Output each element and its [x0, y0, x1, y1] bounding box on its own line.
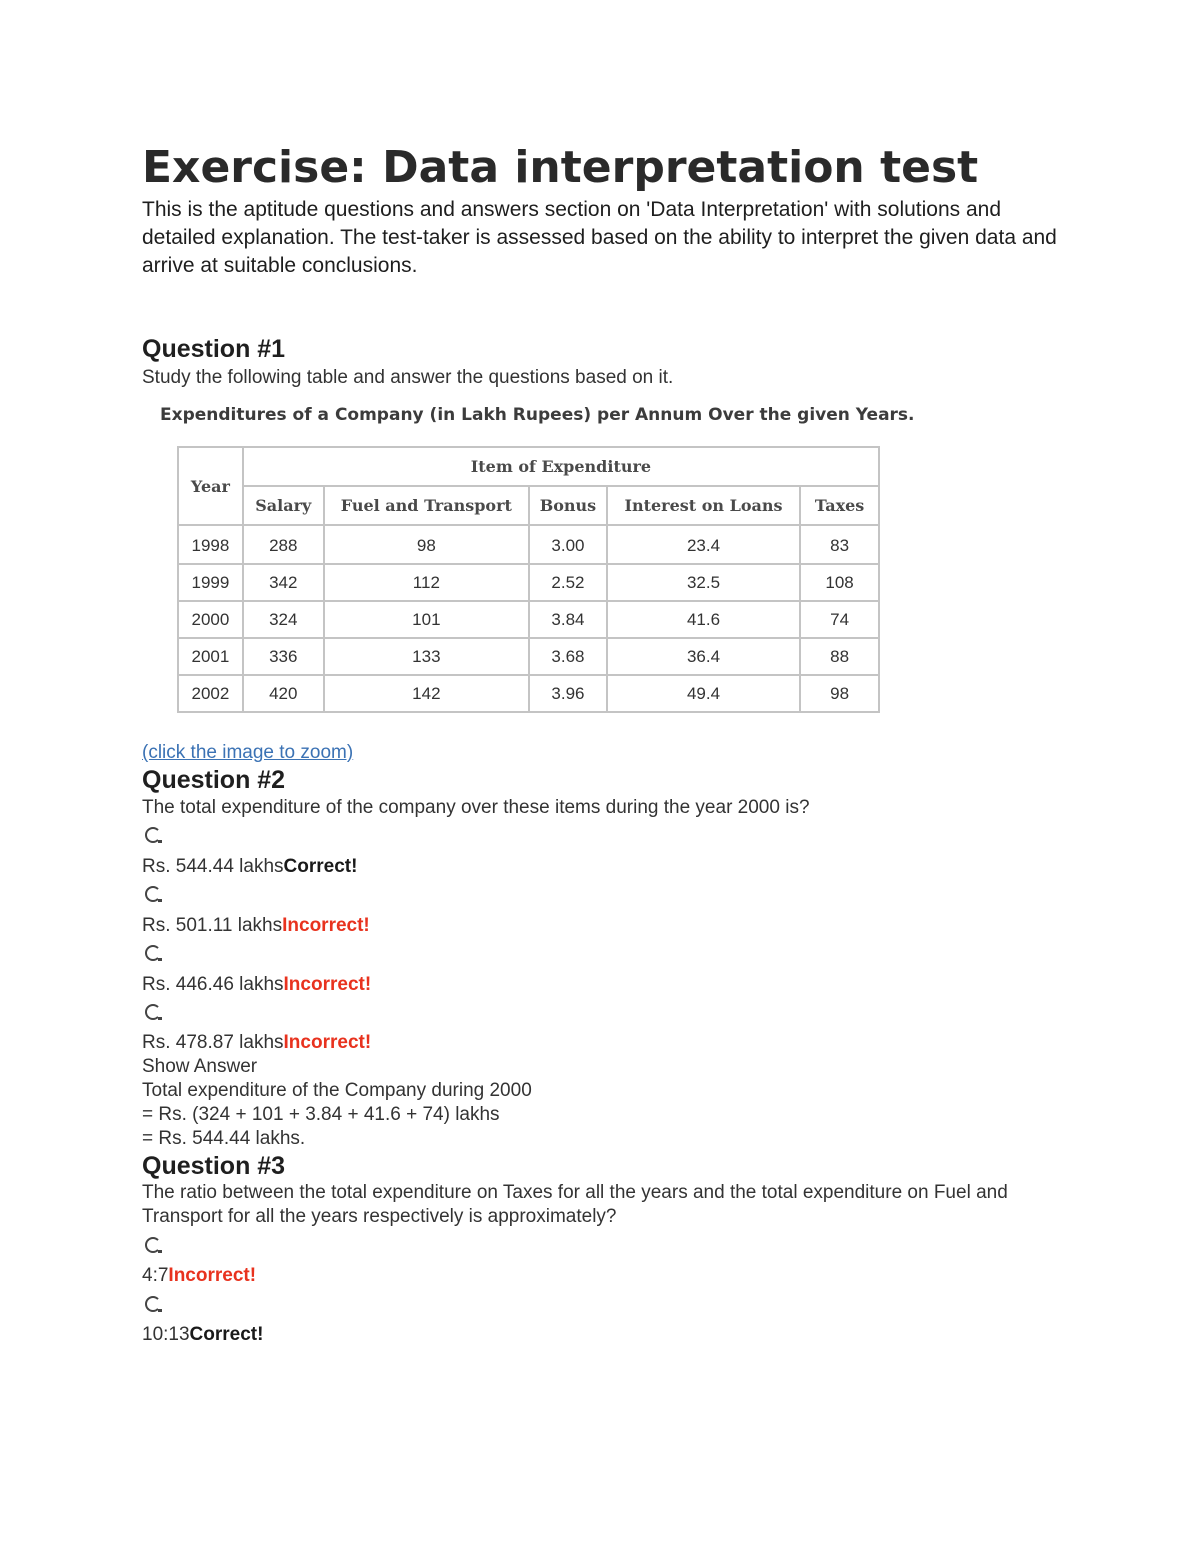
table-cell: 36.4: [607, 638, 800, 675]
table-cell: 133: [324, 638, 529, 675]
radio-icon[interactable]: [145, 1296, 161, 1312]
question-1-prompt: Study the following table and answer the questions based on it.: [142, 367, 674, 388]
answer-option[interactable]: [142, 855, 357, 879]
table-cell: 342: [243, 564, 324, 601]
answer-result-incorrect: Incorrect!: [168, 1265, 257, 1286]
table-cell: 98: [800, 675, 879, 712]
answer-result-correct: Correct!: [283, 856, 358, 877]
table-cell: 49.4: [607, 675, 800, 712]
year-header: Year: [178, 447, 243, 525]
table-row: [178, 675, 879, 712]
table-row: [178, 638, 879, 675]
table-cell: 2001: [178, 638, 243, 675]
answer-option-text: Rs. 501.11 lakhs: [142, 915, 283, 936]
question-2-heading: Question #2: [142, 766, 286, 794]
answer-result-incorrect: Incorrect!: [283, 974, 372, 995]
table-cell: 324: [243, 601, 324, 638]
answer-option-text: Rs. 478.87 lakhs: [142, 1032, 284, 1053]
answer-option-text: 10:13: [142, 1324, 190, 1345]
column-header-interest-on-loans: Interest on Loans: [607, 486, 800, 525]
table-cell: 1998: [178, 525, 243, 564]
table-cell: 336: [243, 638, 324, 675]
table-cell: 2002: [178, 675, 243, 712]
table-cell: 32.5: [607, 564, 800, 601]
answer-option-text: 4:7: [142, 1265, 169, 1286]
table-cell: 420: [243, 675, 324, 712]
table-row: [178, 525, 879, 564]
answer-option[interactable]: [142, 1264, 256, 1288]
radio-icon[interactable]: [145, 1004, 161, 1020]
radio-icon[interactable]: [145, 945, 161, 961]
table-cell: 3.00: [529, 525, 607, 564]
table-cell: 88: [800, 638, 879, 675]
answer-result-incorrect: Incorrect!: [283, 1032, 372, 1053]
table-cell: 1999: [178, 564, 243, 601]
answer-option-text: Rs. 446.46 lakhs: [142, 974, 284, 995]
column-header-taxes: Taxes: [800, 486, 879, 525]
table-cell: 3.96: [529, 675, 607, 712]
table-cell: 142: [324, 675, 529, 712]
answer-result-correct: Correct!: [189, 1324, 264, 1345]
radio-icon[interactable]: [145, 1237, 161, 1253]
answer-option[interactable]: [142, 914, 370, 938]
page-title: Exercise: Data interpretation test: [142, 142, 979, 193]
show-answer-toggle[interactable]: Show Answer: [142, 1056, 258, 1077]
intro-paragraph: This is the aptitude questions and answers section on 'Data Interpretation' with solutions and detailed explanation. The test-taker is assessed based on the ability to interpret the given data and arrive at suitable conclusions.: [142, 198, 1057, 277]
table-cell: 112: [324, 564, 529, 601]
column-header-fuel-and-transport: Fuel and Transport: [324, 486, 529, 525]
answer-option-text: Rs. 544.44 lakhs: [142, 856, 284, 877]
answer-result-incorrect: Incorrect!: [282, 915, 370, 936]
table-cell: 2.52: [529, 564, 607, 601]
table-cell: 2000: [178, 601, 243, 638]
answer-option[interactable]: [142, 973, 371, 997]
answer-option[interactable]: [142, 1323, 263, 1347]
explanation-line: = Rs. 544.44 lakhs.: [142, 1128, 306, 1149]
table-caption: Expenditures of a Company (in Lakh Rupees) per Annum Over the given Years.: [160, 405, 915, 425]
explanation-line: Total expenditure of the Company during 2000: [142, 1080, 532, 1101]
table-cell: 83: [800, 525, 879, 564]
table-cell: 288: [243, 525, 324, 564]
question-3-heading: Question #3: [142, 1152, 286, 1180]
table-cell: 41.6: [607, 601, 800, 638]
question-1-heading: Question #1: [142, 335, 286, 363]
table-cell: 3.84: [529, 601, 607, 638]
column-header-salary: Salary: [243, 486, 324, 525]
question-2-prompt: The total expenditure of the company over these items during the year 2000 is?: [142, 797, 810, 818]
radio-icon[interactable]: [145, 827, 161, 843]
item-of-expenditure-header: Item of Expenditure: [243, 447, 879, 486]
question-3-prompt: The ratio between the total expenditure on Taxes for all the years and the total expenditure on Fuel and Transport for all the years respectively is approximately?: [142, 1182, 1008, 1227]
expenditure-table[interactable]: [177, 446, 880, 713]
table-cell: 23.4: [607, 525, 800, 564]
zoom-image-link[interactable]: (click the image to zoom): [142, 742, 354, 763]
explanation-line: = Rs. (324 + 101 + 3.84 + 41.6 + 74) lakhs: [142, 1104, 500, 1125]
radio-icon[interactable]: [145, 886, 161, 902]
table-row: [178, 601, 879, 638]
table-cell: 98: [324, 525, 529, 564]
table-cell: 101: [324, 601, 529, 638]
table-row: [178, 564, 879, 601]
answer-option[interactable]: [142, 1031, 371, 1055]
table-cell: 108: [800, 564, 879, 601]
table-cell: 3.68: [529, 638, 607, 675]
column-header-bonus: Bonus: [529, 486, 607, 525]
table-cell: 74: [800, 601, 879, 638]
